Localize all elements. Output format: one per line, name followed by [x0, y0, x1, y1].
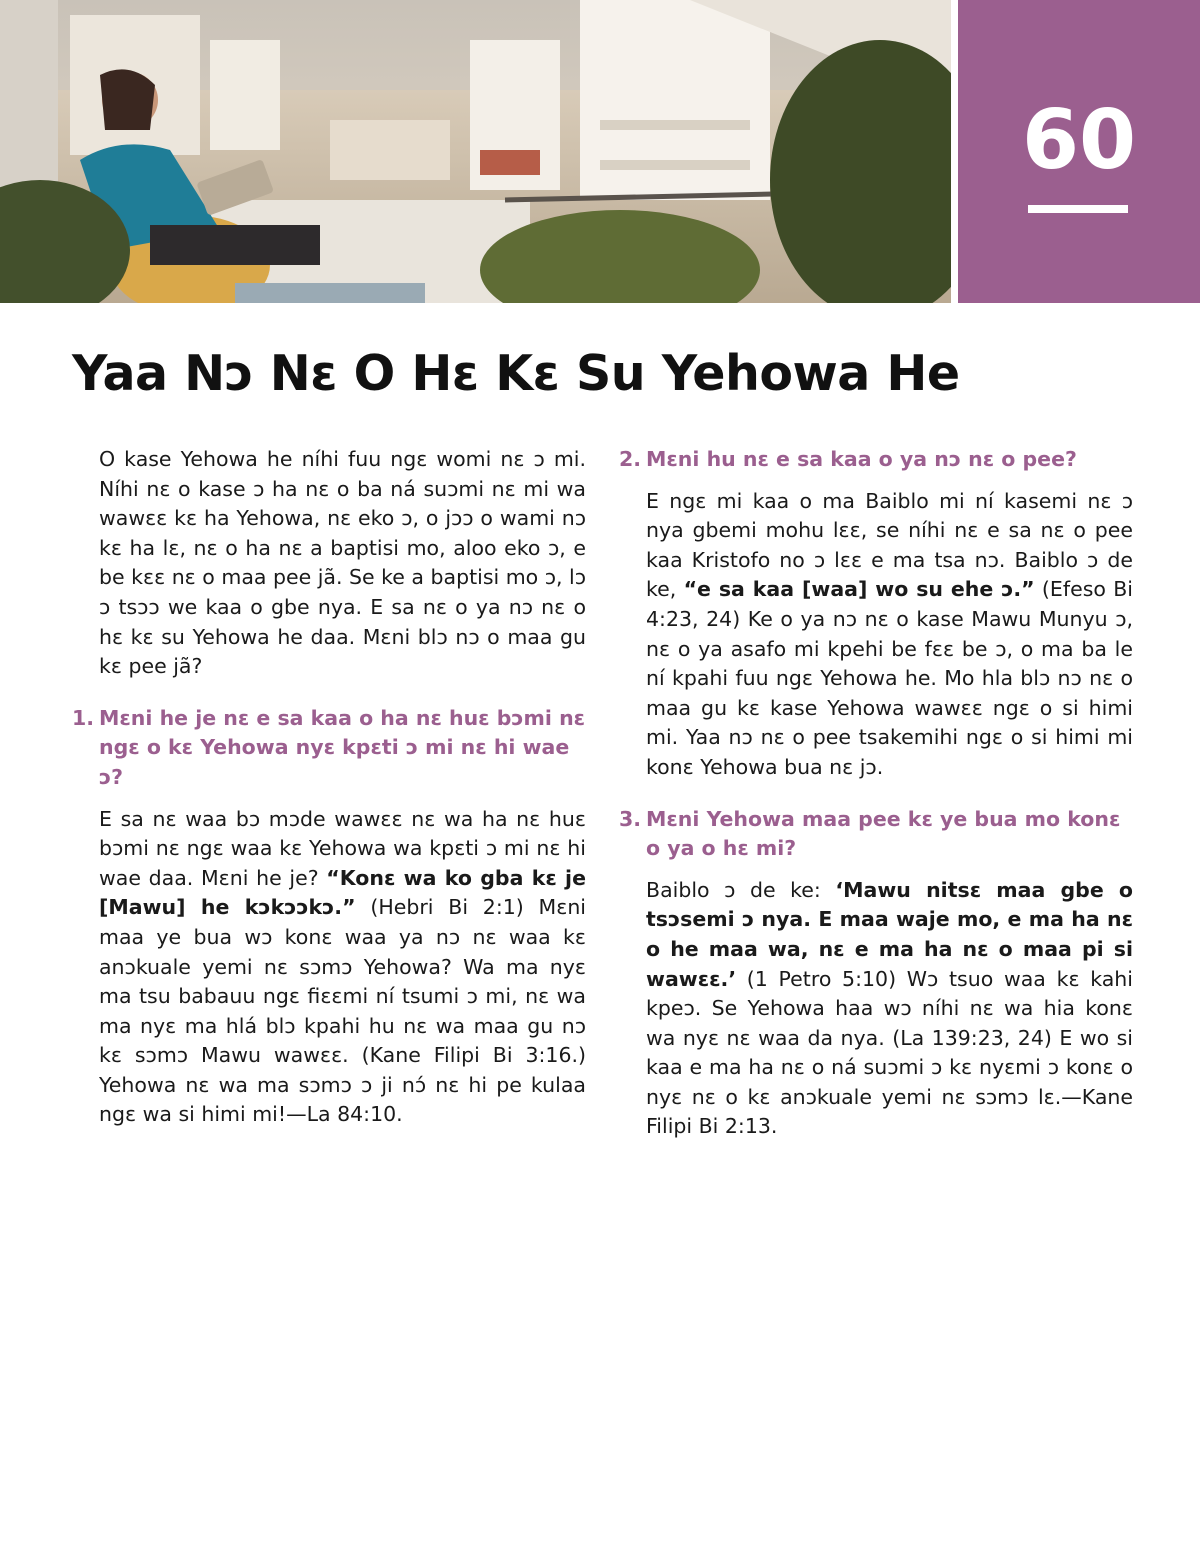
answer-text: Baiblo ɔ de ke:: [646, 877, 836, 902]
answer-text: E sa nɛ waa bɔ mɔde wawɛɛ nɛ wa ha nɛ huɛ bɔmi nɛ ngɛ waa kɛ Yehowa wa kpɛti ɔ mi nɛ hi wae daa. Mɛni he je?: [99, 806, 586, 890]
answer-text: (1 Petro 5:10) Wɔ tsuo waa kɛ kahi kpeɔ. Se Yehowa haa wɔ níhi nɛ wa hia konɛ wa nyɛ nɛ waa da nya. (La 139:23, 24) E wo si kaa e ma ha nɛ o ná suɔmi ɔ kɛ nyɛmi ɔ konɛ o nyɛ nɛ o kɛ anɔkuale yemi nɛ sɔmɔ lɛ.—Kane Filipi Bi 2:13.: [646, 966, 1133, 1139]
scripture-quote: “e sa kaa [waa] wo su ehe ɔ.”: [683, 577, 1035, 602]
intro-paragraph: O kase Yehowa he níhi fuu ngɛ womi nɛ ɔ mi. Níhi nɛ o kase ɔ ha nɛ o ba ná suɔmi nɛ mi wa wawɛɛ kɛ ha Yehowa, nɛ eko ɔ, o jɔɔ o wami nɔ kɛ ha lɛ, nɛ o ha nɛ a baptisi mo, aloo eko ɔ, e be kɛɛ nɛ o maa pee jã. Se ke a baptisi mo ɔ, lɔ ɔ tsɔɔ we kaa o gbe nya. E sa nɛ o ya nɔ nɛ o hɛ kɛ su Yehowa he daa. Mɛni blɔ nɔ o maa gu kɛ pee jã?: [99, 447, 586, 679]
answer-text: E ngɛ mi kaa o ma Baiblo mi ní kasemi nɛ ɔ nya gbemi mohu lɛɛ, se níhi nɛ e sa nɛ o pee kaa Kristofo no ɔ lɛɛ e ma tsa nɔ. Baiblo ɔ de ke,: [646, 488, 1133, 602]
question-text: Mɛni Yehowa maa pee kɛ ye bua mo konɛ o ya o hɛ mi?: [646, 806, 1121, 861]
lesson-number-box: [958, 0, 1200, 303]
question-number: 3.: [619, 806, 642, 831]
answer-text: (Hebri Bi 2:1) Mɛni maa ye bua wɔ konɛ waa ya nɔ nɛ waa kɛ anɔkuale yemi nɛ sɔmɔ Yehowa? Wa ma nyɛ ma tsu babauu ngɛ fiɛɛmi ní tsumi ɔ mi, nɛ wa ma nyɛ ma hlá blɔ kpahi hu nɛ wa maa gu nɔ kɛ sɔmɔ Mawu wawɛɛ. (Kane Filipi Bi 3:16.) Yehowa nɛ wa ma sɔmɔ ɔ ji nɔ́ nɛ hi pe kulaa ngɛ wa si himi mi!—La 84:10.: [99, 895, 587, 1127]
question-heading-1: [72, 704, 586, 793]
lesson-number-underline: [1028, 205, 1128, 213]
page-title: Yaa Nɔ Nɛ O Hɛ Kɛ Su Yehowa He: [72, 345, 960, 402]
answer-paragraph-3: [619, 876, 1133, 1142]
left-column: [72, 445, 586, 1152]
scripture-quote: “Konɛ wa ko gba kɛ je [Mawu] he kɔkɔɔkɔ.”: [99, 865, 586, 920]
answer-paragraph-2: [619, 487, 1133, 783]
question-heading-3: [619, 805, 1133, 864]
question-heading-2: [619, 445, 1133, 475]
answer-paragraph-1: [72, 805, 586, 1131]
hero-photo: [0, 0, 951, 303]
lesson-number: 60: [1021, 93, 1137, 188]
question-number: 1.: [72, 705, 95, 730]
answer-text: (Efeso Bi 4:23, 24) Ke o ya nɔ nɛ o kase Mawu Munyu ɔ, nɛ o ya asafo mi kpehi be fɛɛ be ɔ, o ma ba le ní kpahi fuu ngɛ Yehowa he. Mo hla blɔ nɔ nɛ o maa gu kɛ kase Yehowa wawɛɛ ngɛ o si himi mi. Yaa nɔ nɛ o pee tsakemihi ngɛ o si himi mi konɛ Yehowa bua nɛ jɔ.: [646, 577, 1133, 779]
scripture-quote: ‘Mawu nitsɛ maa gbe o tsɔsemi ɔ nya. E maa waje mo, e ma ha nɛ o he maa wa, nɛ e ma ha nɛ o maa pi si wawɛɛ.’: [646, 877, 1133, 991]
question-number: 2.: [619, 447, 642, 471]
question-text: Mɛni hu nɛ e sa kaa o ya nɔ nɛ o pee?: [646, 447, 1077, 471]
question-text: Mɛni he je nɛ e sa kaa o ha nɛ huɛ bɔmi nɛ ngɛ o kɛ Yehowa nyɛ kpɛti ɔ mi nɛ hi wae ɔ?: [99, 705, 586, 789]
right-column: [619, 445, 1133, 1164]
